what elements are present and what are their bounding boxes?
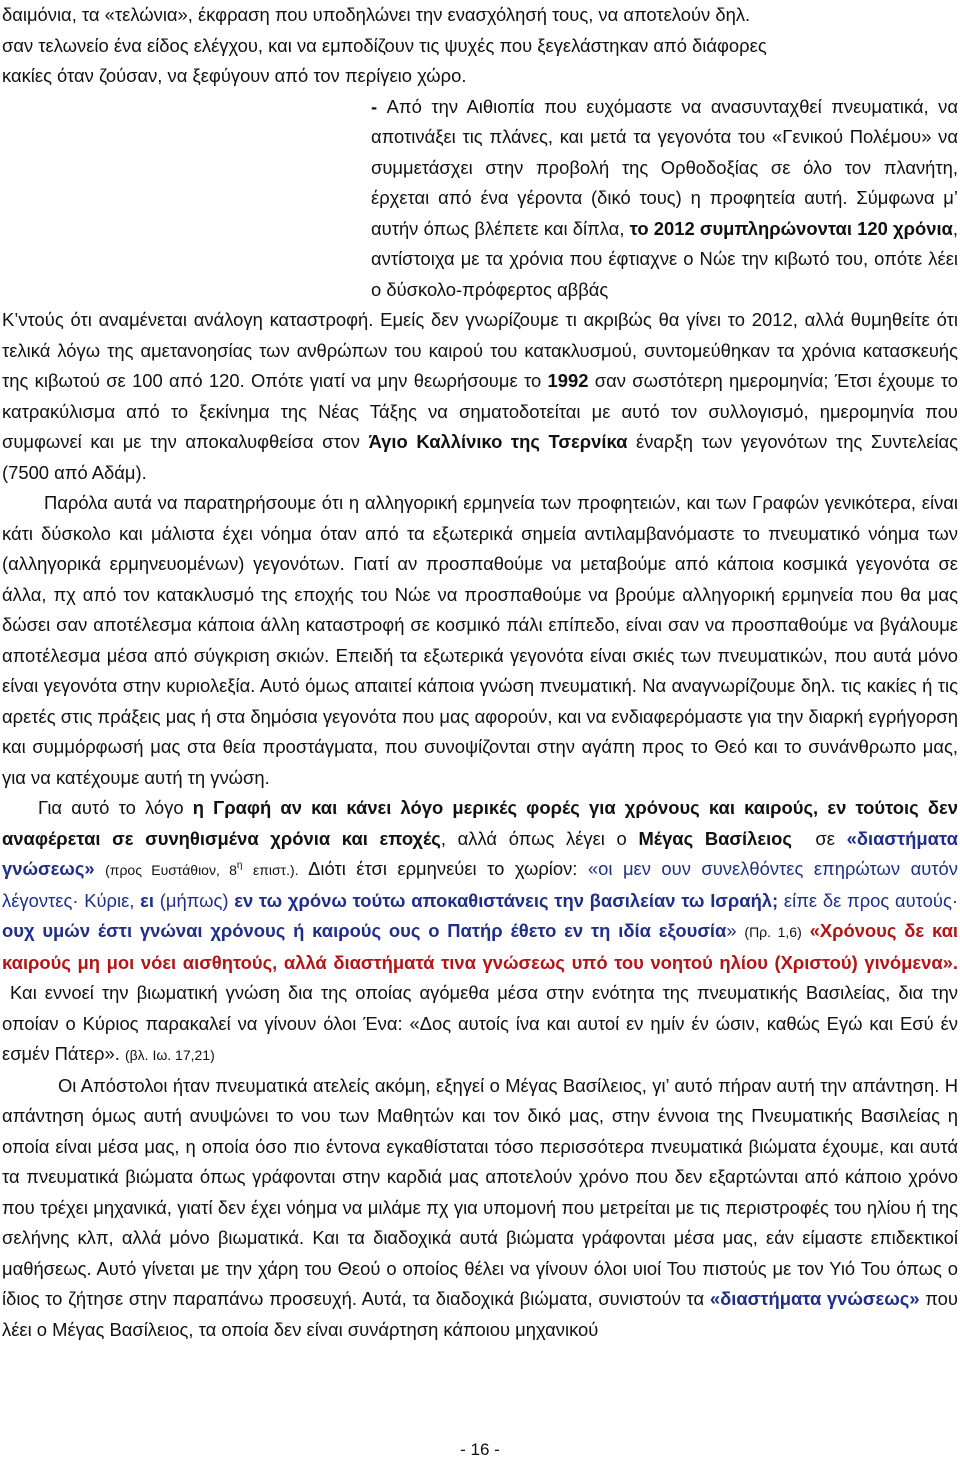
text-segment: Παρόλα αυτά να παρατηρήσουμε ότι η αλληγορική ερμηνεία των προφητειών, και των Γραφών γενικότερα, είναι κάτι δύσκολο και μάλιστα έχει νόημα όταν από τα εξωτερικά σημεία αντιλαμβανόμαστε το πνευματικό νόημα των (αλληγορικά ερμηνευομένων) γεγονότων. Γιατί αν προσπαθούμε να μεταβούμε από κάποια κοσμικά γεγονότα σε άλλα, πχ από τον κατακλυσμό της εποχής του Νώε να προσπαθούμε να βρούμε αλληγορική ερμηνεία που θα μας δώσει σαν αποτέλεσμα κάποια άλλη καταστροφή σε κοσμικό πάλι επίπεδο, είναι σαν να προσπαθούμε να βγάλουμε αποτέλεσμα μέσα από σύγκριση σκιών. Επειδή τα εξωτερικά γεγονότα είναι σκιές των πνευματικών, που αυτά μόνο είναι γεγονότα στην κυριολεξία. Αυτό όμως απαιτεί κάποια γνώση πνευματική. Να αναγνωρίζουμε δηλ. τις κακίες ή τις αρετές στις πράξεις μας ή στα δημόσια γεγονότα που μας αφορούν, και να ενδιαφερόμαστε για την διαρκή εγρήγορση και συμμόρφωσή μας στα θεία προστάγματα, που συνοψίζονται στην αγάπη προς το Θεό και το συνάνθρωπο μας, για να κατέχουμε αυτή τη γνώση. bbox=[2, 492, 958, 788]
text-segment: σε bbox=[815, 827, 835, 849]
text-segment: , αλλά όπως λέγει ο bbox=[440, 827, 627, 849]
text-segment: Για αυτό το λόγο bbox=[38, 797, 184, 818]
bold-emphasis: 1992 bbox=[547, 370, 589, 391]
text-segment: έναρξη των γεγονότων της Συντελείας (7500 από Αδάμ). bbox=[2, 431, 958, 483]
quote-blue-bold: ουχ υμών έστι γνώναι χρόνους ή καιρούς ους ο Πατήρ έθετο εν τη ιδία εξουσία bbox=[2, 920, 727, 941]
bold-emphasis: Άγιο Καλλίνικο της Τσερνίκα bbox=[368, 431, 628, 452]
text-segment: Κ’ντούς ότι αναμένεται ανάλογη καταστροφή. Εμείς δεν γνωρίζουμε τι ακριβώς θα γίνει το 2012, αλλά θυμηθείτε ότι τελικά λόγω της αμετανοησίας των ανθρώπων του καιρού του κατακλυσμού, συντομεύθηκαν τα χρόνια κατασκευής της κιβωτού σε 100 από 120. Οπότε γιατί να μην θεωρήσουμε το bbox=[2, 309, 958, 391]
citation: (βλ. Ιω. 17,21) bbox=[124, 1047, 215, 1063]
quote-blue: «διαστήματα γνώσεως» bbox=[2, 827, 958, 879]
bold-emphasis: Μέγας Βασίλειος bbox=[638, 827, 792, 849]
text-segment: , αντίστοιχα με τα χρόνια που έφτιαχνε ο Νώε την κιβωτό του, οπότε λέει ο δύσκολο-πρόφερτος αββάς bbox=[371, 217, 958, 300]
quote-blue: «οι μεν ουν συνελθόντες επηρώτων αυτόν λέγοντες· Κύριε, bbox=[2, 858, 958, 911]
bold-emphasis: η Γραφή αν και κάνει λόγο μερικές φορές για χρόνους και καιρούς, εν τούτοις δεν αναφέρεται σε συνηθισμένα χρόνια και εποχές bbox=[2, 797, 958, 849]
bold-emphasis: το 2012 συμπληρώνονται 120 χρόνια bbox=[629, 217, 953, 239]
page-number: - 16 - bbox=[460, 1440, 500, 1459]
quote-blue: είπε δε προς αυτούς· bbox=[783, 889, 958, 911]
text-line: δαιμόνια, τα «τελώνια», έκφραση που υποδηλώνει την ενασχόλησή τους, να αποτελούν δηλ. bbox=[2, 4, 751, 25]
paragraph-allegorical bbox=[2, 488, 958, 793]
dash-marker: - bbox=[371, 95, 387, 117]
text-segment: σαν σωστότερη ημερομηνία; Έτσι έχουμε το κατρακύλισμα από το ξεκίνημα της Νέας Τάξης να σηματοδοτείται με αυτό τον συλλογισμό, ημερομηνία που συμφωνεί και με την αποκαλυφθείσα στον bbox=[2, 370, 958, 452]
document-page bbox=[2, 0, 958, 1345]
quote-blue: » bbox=[726, 920, 737, 941]
text-segment: Διότι έτσι ερμηνεύει το χωρίον: bbox=[308, 858, 578, 879]
quote-blue: (μήπως) bbox=[159, 889, 229, 911]
citation-superscript: η bbox=[236, 859, 243, 871]
paragraph-1992 bbox=[2, 305, 958, 488]
text-segment: Από την Αιθιοπία που ευχόμαστε να ανασυνταχθεί πνευματικά, να αποτινάξει τις πλάνες, και μετά τα γεγονότα του «Γενικού Πολέμου» να συμμετάσχει στην προβολή της Ορθοδοξίας σε όλο τον πλανήτη, έρχεται από ένα γέροντα (δικό τους) η προφητεία αυτή. Σύμφωνα μ’ αυτήν όπως βλέπετε και δίπλα, bbox=[371, 95, 958, 239]
text-segment: που λέει ο Μέγας Βασίλειος, τα οποία δεν είναι συνάρτηση κάποιου μηχανικού bbox=[2, 1288, 958, 1340]
paragraph-apostles bbox=[2, 1071, 958, 1346]
text-line: κακίες όταν ζούσαν, να ξεφύγουν από τον περίγειο χώρο. bbox=[2, 65, 467, 86]
paragraph-ethiopia-prophecy bbox=[371, 92, 958, 306]
quote-red: «Χρόνους δε και καιρούς μη μοι νόει αισθητούς, αλλά διαστήματά τινα γνώσεως υπό του νοητού ηλίου (Χριστού) γινόμενα». bbox=[2, 920, 959, 973]
quote-blue: «διαστήματα γνώσεως» bbox=[709, 1288, 920, 1309]
paragraph-continuation bbox=[2, 0, 958, 92]
citation: (προς Ευστάθιον, 8 bbox=[105, 862, 237, 878]
paragraph-scripture-times bbox=[2, 793, 958, 1071]
text-segment: Οι Απόστολοι ήταν πνευματικά ατελείς ακόμη, εξηγεί ο Μέγας Βασίλειος, γι’ αυτό πήραν αυτή την απάντηση. Η απάντηση όμως αυτή ανυψώνει το νου των Μαθητών και τον δικό μας, στην έννοια της Πνευματικής Βασιλείας η οποία είναι μέσα μας, η οποία όσο πιο έντονα εγκαθίσταται τόσο περισσότερα πνευματικά βιώματα έχουμε, και αυτά τα πνευματικά βιώματα όπως γράφονται στην καρδιά μας αποτελούν χρόνο που δεν εξαρτώνται από κάποιο χρόνο που τρέχει μηχανικά, γιατί δεν έχει νόημα να μιλάμε πχ για υπομονή που μετρείται με τις περιστροφές του ηλίου ή της σελήνης κλπ, αλλά μόνο βιωματικά. Και τα διαδοχικά αυτά βιώματα γράφονται μέσα μας, εάν είμαστε επιδεκτικοί μαθήσεως. Αυτό γίνεται με την χάρη του Θεού ο οποίος θέλει να γίνουν όλοι υιοί Του πιστούς με τον Υιό Του όπως ο ίδιος το ζήτησε στην παραπάνω προσευχή. Αυτά, τα διαδοχικά βιώματα, συνιστούν τα bbox=[2, 1074, 958, 1309]
text-line: σαν τελωνείο ένα είδος ελέγχου, και να εμποδίζουν τις ψυχές που ξεγελάστηκαν από διάφορες bbox=[2, 34, 767, 56]
quote-blue-bold: ει bbox=[140, 889, 154, 911]
citation: επιστ.). bbox=[252, 862, 299, 878]
citation: (Πρ. 1,6) bbox=[744, 924, 802, 940]
quote-blue-bold: εν τω χρόνω τούτω αποκαθιστάνεις την βασιλείαν τω Ισραήλ; bbox=[234, 889, 779, 911]
text-segment: Και εννοεί την βιωματική γνώση δια της οποίας αγόμεθα μέσα στην ενότητα της πνευματικής Βασιλείας, δια την οποίαν ο Κύριος παρακαλεί να γίνουν όλοι Ένα: «Δος αυτοίς ίνα και αυτοί εν ημίν έν ώσιν, καθώς Εγώ και Εσύ έν εσμέν Πάτερ». bbox=[2, 982, 958, 1064]
